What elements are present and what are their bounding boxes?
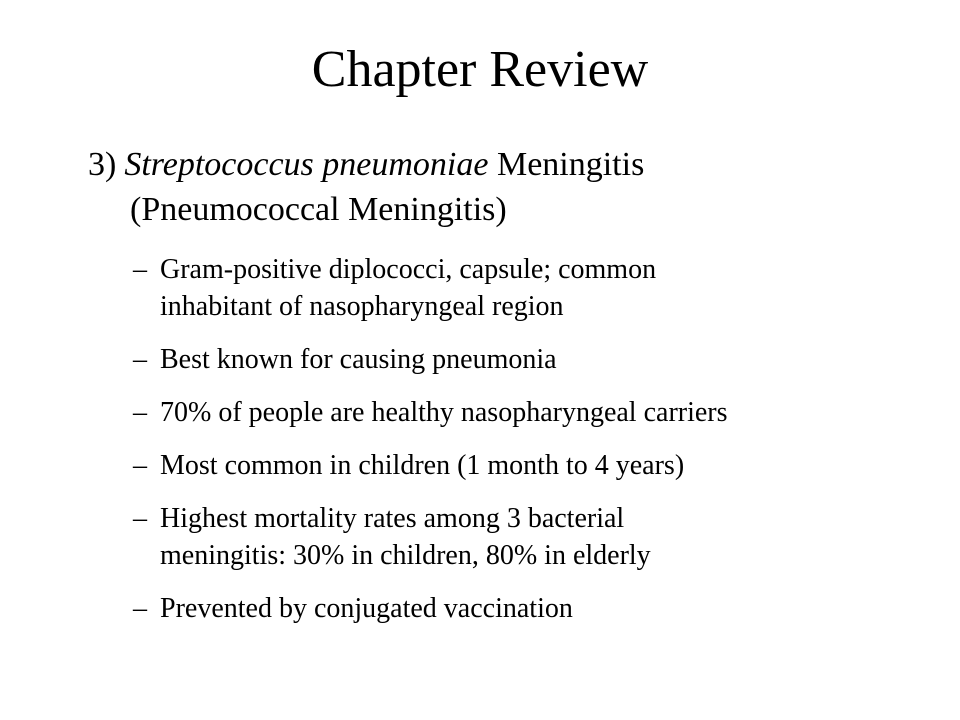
bullet-text: Gram-positive diplococci, capsule; common xyxy=(160,254,657,285)
topic-heading xyxy=(88,142,928,232)
slide-title: Chapter Review xyxy=(311,41,649,98)
bullet-text: Prevented by conjugated vaccination xyxy=(160,593,573,624)
bullet-text-continued: meningitis: 30% in children, 80% in elderly xyxy=(160,540,651,571)
topic-number: 3) xyxy=(88,146,117,183)
bullet-dash: – xyxy=(133,344,147,375)
bullet-item xyxy=(133,447,933,484)
bullet-text: Highest mortality rates among 3 bacterial xyxy=(160,503,625,534)
bullet-dash: – xyxy=(133,450,147,481)
bullet-dash: – xyxy=(133,397,147,428)
bullet-dash: – xyxy=(133,254,147,285)
bullet-dash: – xyxy=(133,503,147,534)
bullet-list xyxy=(133,251,933,643)
organism-name: Streptococcus pneumoniae xyxy=(124,146,489,183)
topic-alt-name: (Pneumococcal Meningitis) xyxy=(130,191,507,228)
bullet-text: 70% of people are healthy nasopharyngeal carriers xyxy=(160,397,728,428)
bullet-item xyxy=(133,590,933,627)
bullet-text: Most common in children (1 month to 4 years) xyxy=(160,450,685,481)
bullet-item xyxy=(133,251,933,325)
bullet-text: Best known for causing pneumonia xyxy=(160,344,557,375)
bullet-text-continued: inhabitant of nasopharyngeal region xyxy=(160,291,564,322)
bullet-dash: – xyxy=(133,593,147,624)
bullet-item xyxy=(133,341,933,378)
bullet-item xyxy=(133,394,933,431)
disease-name: Meningitis xyxy=(496,146,645,183)
bullet-item xyxy=(133,500,933,574)
